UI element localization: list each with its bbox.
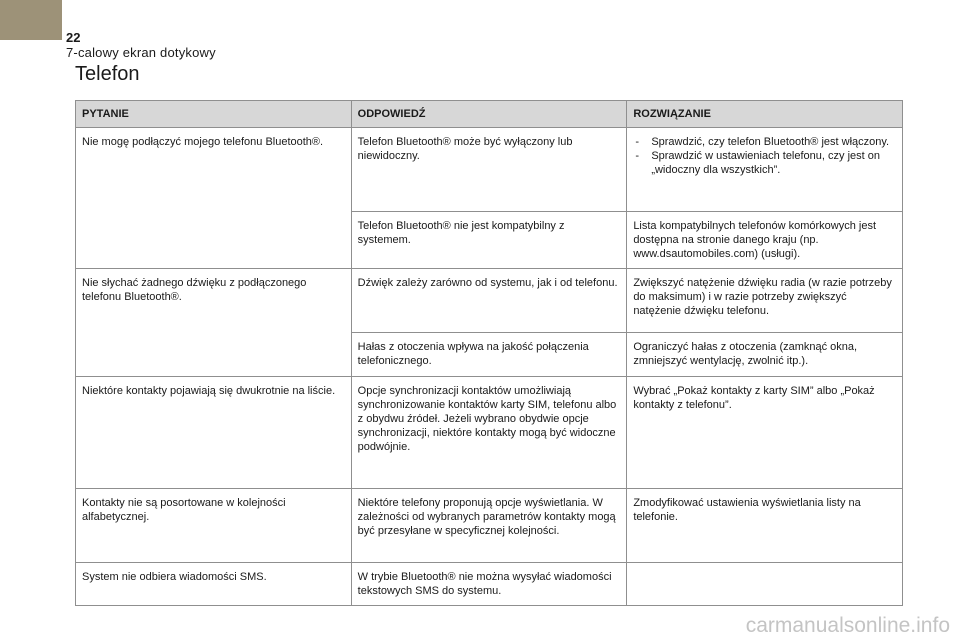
answer-cell: W trybie Bluetooth® nie można wysyłać wiadomości tekstowych SMS do systemu. [351, 563, 627, 606]
solution-list-item: - Sprawdzić w ustawieniach telefonu, czy jest on „widoczny dla wszystkich”. [633, 149, 896, 177]
solution-cell [627, 128, 903, 212]
solution-cell: Ograniczyć hałas z otoczenia (zamknąć okna, zmniejszyć wentylację, zwolnić itp.). [627, 333, 903, 377]
table-header-row [76, 101, 903, 128]
table-row [76, 489, 903, 563]
solution-list-item: - Sprawdzić, czy telefon Bluetooth® jest włączony. [633, 135, 896, 149]
table-row [76, 128, 903, 212]
column-header-answer: ODPOWIEDŹ [351, 101, 627, 128]
question-cell: Kontakty nie są posortowane w kolejności alfabetycznej. [76, 489, 352, 563]
solution-cell: Wybrać „Pokaż kontakty z karty SIM” albo „Pokaż kontakty z telefonu”. [627, 377, 903, 489]
solution-list [633, 135, 896, 177]
section-label: 7-calowy ekran dotykowy [66, 45, 216, 60]
table-row [76, 377, 903, 489]
answer-cell: Hałas z otoczenia wpływa na jakość połączenia telefonicznego. [351, 333, 627, 377]
table-row [76, 269, 903, 333]
solution-cell [627, 563, 903, 606]
column-header-solution: ROZWIĄZANIE [627, 101, 903, 128]
table-row [76, 563, 903, 606]
question-cell: Nie mogę podłączyć mojego telefonu Bluetooth®. [76, 128, 352, 269]
corner-tab [0, 0, 62, 40]
answer-cell: Opcje synchronizacji kontaktów umożliwiają synchronizowanie kontaktów karty SIM, telefonu albo z obydwu źródeł. Jeżeli wybrano obydwie opcje synchronizacji, niektóre kontakty mogą być widoczne podwójnie. [351, 377, 627, 489]
answer-cell: Telefon Bluetooth® może być wyłączony lub niewidoczny. [351, 128, 627, 212]
column-header-question: PYTANIE [76, 101, 352, 128]
answer-cell: Telefon Bluetooth® nie jest kompatybilny z systemem. [351, 212, 627, 269]
question-cell: System nie odbiera wiadomości SMS. [76, 563, 352, 606]
answer-cell: Niektóre telefony proponują opcje wyświetlania. W zależności od wybranych parametrów kontakty mogą być przesyłane w specyficznej kolejności. [351, 489, 627, 563]
solution-cell: Zmodyfikować ustawienia wyświetlania listy na telefonie. [627, 489, 903, 563]
question-cell: Nie słychać żadnego dźwięku z podłączonego telefonu Bluetooth®. [76, 269, 352, 377]
faq-table [75, 100, 903, 606]
solution-cell: Zwiększyć natężenie dźwięku radia (w razie potrzeby do maksimum) i w razie potrzeby zwiększyć natężenie dźwięku telefonu. [627, 269, 903, 333]
question-cell: Niektóre kontakty pojawiają się dwukrotnie na liście. [76, 377, 352, 489]
watermark: carmanualsonline.info [745, 614, 950, 637]
page-number: 22 [66, 30, 81, 45]
page-title: Telefon [75, 63, 140, 85]
answer-cell: Dźwięk zależy zarówno od systemu, jak i od telefonu. [351, 269, 627, 333]
solution-cell: Lista kompatybilnych telefonów komórkowych jest dostępna na stronie danego kraju (np. www.dsautomobiles.com) (usługi). [627, 212, 903, 269]
